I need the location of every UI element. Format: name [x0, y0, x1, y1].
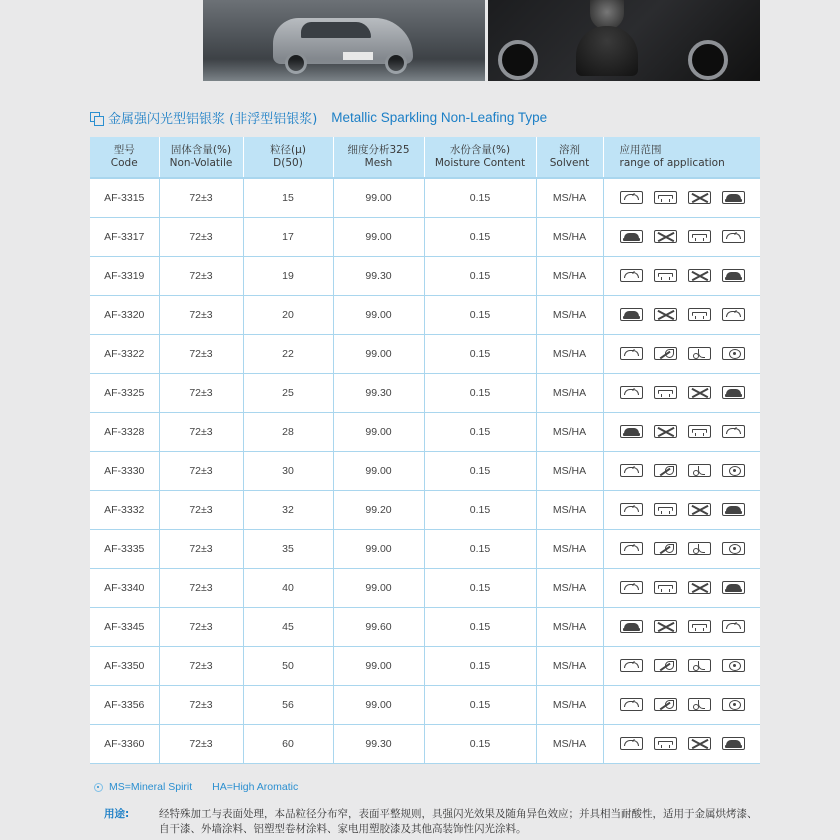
car-roof-icon: [620, 542, 643, 555]
solvent-cell: MS/HA: [536, 334, 603, 373]
non-volatile-cell: 72±3: [159, 724, 243, 763]
car-dark-icon: [620, 308, 643, 321]
brush-icon: [654, 347, 677, 360]
application-cell: [603, 295, 760, 334]
car-dark-icon: [722, 503, 745, 516]
application-icons: [604, 464, 761, 477]
bullet-icon: [94, 783, 103, 792]
section-title: [90, 108, 547, 127]
column-header-cn: 应用范围: [619, 144, 662, 156]
d50-cell: 50: [243, 646, 333, 685]
moisture-cell: 0.15: [424, 373, 536, 412]
solvent-cell: MS/HA: [536, 412, 603, 451]
column-header-en: Solvent: [549, 157, 590, 169]
table-row: [90, 724, 760, 763]
application-cell: [603, 529, 760, 568]
bench-icon: [688, 230, 711, 243]
non-volatile-cell: 72±3: [159, 412, 243, 451]
column-header-en: Mesh: [364, 157, 393, 169]
water-splash-shape: [203, 59, 485, 81]
table-row: [90, 412, 760, 451]
section-title-en: Metallic Sparkling Non-Leafing Type: [331, 110, 548, 125]
application-cell: [603, 178, 760, 217]
table-body: [90, 178, 760, 763]
column-header-en: D(50): [273, 157, 303, 169]
table-row: [90, 568, 760, 607]
usage-section: [104, 807, 764, 837]
column-header: [424, 137, 536, 178]
table-row: [90, 373, 760, 412]
d50-cell: 32: [243, 490, 333, 529]
tools-icon: [688, 269, 711, 282]
vent-ring-left: [498, 40, 538, 80]
car-roof-icon: [620, 737, 643, 750]
d50-cell: 30: [243, 451, 333, 490]
column-header-cn: 水份含量(%): [449, 144, 511, 156]
application-icons: [604, 230, 761, 243]
application-icons: [604, 659, 761, 672]
d50-cell: 22: [243, 334, 333, 373]
application-icons: [604, 269, 761, 282]
brush-icon: [654, 464, 677, 477]
tools-icon: [688, 737, 711, 750]
moisture-cell: 0.15: [424, 529, 536, 568]
car-dark-icon: [620, 230, 643, 243]
moisture-cell: 0.15: [424, 256, 536, 295]
brush-icon: [654, 698, 677, 711]
non-volatile-cell: 72±3: [159, 295, 243, 334]
moisture-cell: 0.15: [424, 178, 536, 217]
table-row: [90, 217, 760, 256]
mesh-cell: 99.00: [333, 568, 424, 607]
non-volatile-cell: 72±3: [159, 490, 243, 529]
solvent-cell: MS/HA: [536, 568, 603, 607]
application-cell: [603, 256, 760, 295]
solvent-cell: MS/HA: [536, 685, 603, 724]
column-header-en: Code: [110, 157, 138, 169]
code-cell: AF-3322: [90, 334, 159, 373]
car-dark-icon: [722, 737, 745, 750]
tools-icon: [654, 230, 677, 243]
column-header-cn: 溶剂: [559, 144, 580, 156]
table-row: [90, 607, 760, 646]
application-icons: [604, 347, 761, 360]
mesh-cell: 99.30: [333, 373, 424, 412]
solvent-cell: MS/HA: [536, 373, 603, 412]
table-row: [90, 295, 760, 334]
mesh-cell: 99.00: [333, 217, 424, 256]
code-cell: AF-3356: [90, 685, 159, 724]
section-title-cn: 金属强闪光型铝银浆 (非浮型铝银浆): [108, 112, 318, 127]
mesh-cell: 99.60: [333, 607, 424, 646]
application-icons: [604, 425, 761, 438]
car-roof-icon: [620, 503, 643, 516]
application-icons: [604, 581, 761, 594]
non-volatile-cell: 72±3: [159, 451, 243, 490]
application-icons: [604, 698, 761, 711]
table-row: [90, 178, 760, 217]
car-roof-icon: [722, 425, 745, 438]
mesh-cell: 99.00: [333, 295, 424, 334]
hook-icon: [688, 659, 711, 672]
disc-icon: [722, 659, 745, 672]
moisture-cell: 0.15: [424, 724, 536, 763]
mesh-cell: 99.00: [333, 178, 424, 217]
hook-icon: [688, 464, 711, 477]
non-volatile-cell: 72±3: [159, 646, 243, 685]
table-row: [90, 490, 760, 529]
column-header-cn: 固体含量(%): [170, 144, 232, 156]
non-volatile-cell: 72±3: [159, 607, 243, 646]
application-icons: [604, 191, 761, 204]
code-cell: AF-3328: [90, 412, 159, 451]
bench-icon: [654, 737, 677, 750]
moisture-cell: 0.15: [424, 685, 536, 724]
column-header: [159, 137, 243, 178]
squares-icon: [90, 112, 102, 124]
code-cell: AF-3315: [90, 178, 159, 217]
table-row: [90, 646, 760, 685]
tools-icon: [654, 308, 677, 321]
usage-text: 经特殊加工与表面处理，本品粒径分布窄，表面平整规则，具强闪光效果及随角异色效应；并具相当耐酸性，适用于金属烘烤漆、自干漆、外墙涂料、铝塑型卷材涂料、家电用塑胶漆及其他高装饰性闪光涂料。: [159, 808, 758, 835]
mesh-cell: 99.30: [333, 724, 424, 763]
car-roof-icon: [620, 347, 643, 360]
code-cell: AF-3350: [90, 646, 159, 685]
d50-cell: 17: [243, 217, 333, 256]
d50-cell: 40: [243, 568, 333, 607]
moisture-cell: 0.15: [424, 607, 536, 646]
tools-icon: [654, 425, 677, 438]
car-roof-icon: [620, 191, 643, 204]
moisture-cell: 0.15: [424, 295, 536, 334]
moisture-cell: 0.15: [424, 451, 536, 490]
header-photos: [203, 0, 760, 81]
code-cell: AF-3340: [90, 568, 159, 607]
bench-icon: [688, 308, 711, 321]
car-roof-icon: [722, 308, 745, 321]
application-cell: [603, 724, 760, 763]
column-header: [243, 137, 333, 178]
car-dark-icon: [620, 425, 643, 438]
column-header: [603, 137, 760, 178]
moisture-cell: 0.15: [424, 646, 536, 685]
application-cell: [603, 373, 760, 412]
application-icons: [604, 737, 761, 750]
code-cell: AF-3335: [90, 529, 159, 568]
column-header: [536, 137, 603, 178]
moisture-cell: 0.15: [424, 412, 536, 451]
bench-icon: [654, 191, 677, 204]
mesh-cell: 99.20: [333, 490, 424, 529]
mesh-cell: 99.00: [333, 646, 424, 685]
car-roof-icon: [620, 269, 643, 282]
gear-boot-shape: [576, 26, 638, 76]
footnote-ha: HA=High Aromatic: [212, 781, 299, 793]
hook-icon: [688, 347, 711, 360]
column-header: [333, 137, 424, 178]
car-roof-icon: [722, 230, 745, 243]
code-cell: AF-3319: [90, 256, 159, 295]
footnote-ms: MS=Mineral Spirit: [109, 781, 193, 793]
car-roof-icon: [620, 659, 643, 672]
code-cell: AF-3345: [90, 607, 159, 646]
application-cell: [603, 334, 760, 373]
table-row: [90, 529, 760, 568]
non-volatile-cell: 72±3: [159, 373, 243, 412]
moisture-cell: 0.15: [424, 490, 536, 529]
table-row: [90, 334, 760, 373]
table-row: [90, 685, 760, 724]
table-row: [90, 451, 760, 490]
application-icons: [604, 503, 761, 516]
d50-cell: 35: [243, 529, 333, 568]
solvent-footnote: [94, 781, 312, 793]
non-volatile-cell: 72±3: [159, 256, 243, 295]
application-cell: [603, 217, 760, 256]
non-volatile-cell: 72±3: [159, 529, 243, 568]
application-cell: [603, 646, 760, 685]
disc-icon: [722, 542, 745, 555]
d50-cell: 19: [243, 256, 333, 295]
moisture-cell: 0.15: [424, 334, 536, 373]
car-roof-icon: [620, 698, 643, 711]
column-header-en: Moisture Content: [434, 157, 526, 169]
car-window-shape: [301, 22, 371, 38]
mesh-cell: 99.00: [333, 685, 424, 724]
tools-icon: [688, 581, 711, 594]
column-header-en: Non-Volatile: [169, 157, 233, 169]
column-header-en: range of application: [619, 157, 725, 169]
solvent-cell: MS/HA: [536, 217, 603, 256]
usage-label: 用途:: [104, 808, 130, 820]
bench-icon: [654, 269, 677, 282]
application-icons: [604, 620, 761, 633]
moisture-cell: 0.15: [424, 217, 536, 256]
application-icons: [604, 542, 761, 555]
car-dark-icon: [620, 620, 643, 633]
application-cell: [603, 412, 760, 451]
application-cell: [603, 451, 760, 490]
solvent-cell: MS/HA: [536, 451, 603, 490]
disc-icon: [722, 464, 745, 477]
column-header-cn: 细度分析325: [347, 144, 410, 156]
tools-icon: [688, 503, 711, 516]
vent-ring-right: [688, 40, 728, 80]
disc-icon: [722, 347, 745, 360]
code-cell: AF-3332: [90, 490, 159, 529]
mesh-cell: 99.30: [333, 256, 424, 295]
application-cell: [603, 568, 760, 607]
code-cell: AF-3317: [90, 217, 159, 256]
car-roof-icon: [620, 464, 643, 477]
car-dark-icon: [722, 269, 745, 282]
solvent-cell: MS/HA: [536, 646, 603, 685]
non-volatile-cell: 72±3: [159, 217, 243, 256]
bench-icon: [654, 581, 677, 594]
solvent-cell: MS/HA: [536, 490, 603, 529]
d50-cell: 60: [243, 724, 333, 763]
tools-icon: [688, 386, 711, 399]
application-icons: [604, 308, 761, 321]
moisture-cell: 0.15: [424, 568, 536, 607]
d50-cell: 15: [243, 178, 333, 217]
bench-icon: [688, 620, 711, 633]
d50-cell: 28: [243, 412, 333, 451]
application-cell: [603, 490, 760, 529]
hook-icon: [688, 542, 711, 555]
d50-cell: 56: [243, 685, 333, 724]
mesh-cell: 99.00: [333, 334, 424, 373]
code-cell: AF-3330: [90, 451, 159, 490]
d50-cell: 45: [243, 607, 333, 646]
column-header-cn: 粒径(μ): [270, 144, 306, 156]
solvent-cell: MS/HA: [536, 295, 603, 334]
car-dark-icon: [722, 386, 745, 399]
spec-table: [90, 137, 760, 764]
solvent-cell: MS/HA: [536, 529, 603, 568]
solvent-cell: MS/HA: [536, 256, 603, 295]
column-header-cn: 型号: [113, 144, 135, 156]
mesh-cell: 99.00: [333, 451, 424, 490]
tools-icon: [654, 620, 677, 633]
car-dark-icon: [722, 581, 745, 594]
mesh-cell: 99.00: [333, 529, 424, 568]
table-header-row: [90, 137, 760, 178]
brush-icon: [654, 542, 677, 555]
table-row: [90, 256, 760, 295]
non-volatile-cell: 72±3: [159, 685, 243, 724]
car-roof-icon: [620, 581, 643, 594]
code-cell: AF-3325: [90, 373, 159, 412]
non-volatile-cell: 72±3: [159, 178, 243, 217]
disc-icon: [722, 698, 745, 711]
solvent-cell: MS/HA: [536, 724, 603, 763]
non-volatile-cell: 72±3: [159, 568, 243, 607]
solvent-cell: MS/HA: [536, 607, 603, 646]
car-roof-icon: [620, 386, 643, 399]
car-photo: [203, 0, 485, 81]
mesh-cell: 99.00: [333, 412, 424, 451]
code-cell: AF-3320: [90, 295, 159, 334]
tools-icon: [688, 191, 711, 204]
non-volatile-cell: 72±3: [159, 334, 243, 373]
application-cell: [603, 607, 760, 646]
application-cell: [603, 685, 760, 724]
application-icons: [604, 386, 761, 399]
car-dark-icon: [722, 191, 745, 204]
interior-photo: [488, 0, 760, 81]
d50-cell: 20: [243, 295, 333, 334]
bench-icon: [654, 386, 677, 399]
car-roof-icon: [722, 620, 745, 633]
solvent-cell: MS/HA: [536, 178, 603, 217]
code-cell: AF-3360: [90, 724, 159, 763]
column-header: [90, 137, 159, 178]
brush-icon: [654, 659, 677, 672]
d50-cell: 25: [243, 373, 333, 412]
hook-icon: [688, 698, 711, 711]
bench-icon: [654, 503, 677, 516]
bench-icon: [688, 425, 711, 438]
